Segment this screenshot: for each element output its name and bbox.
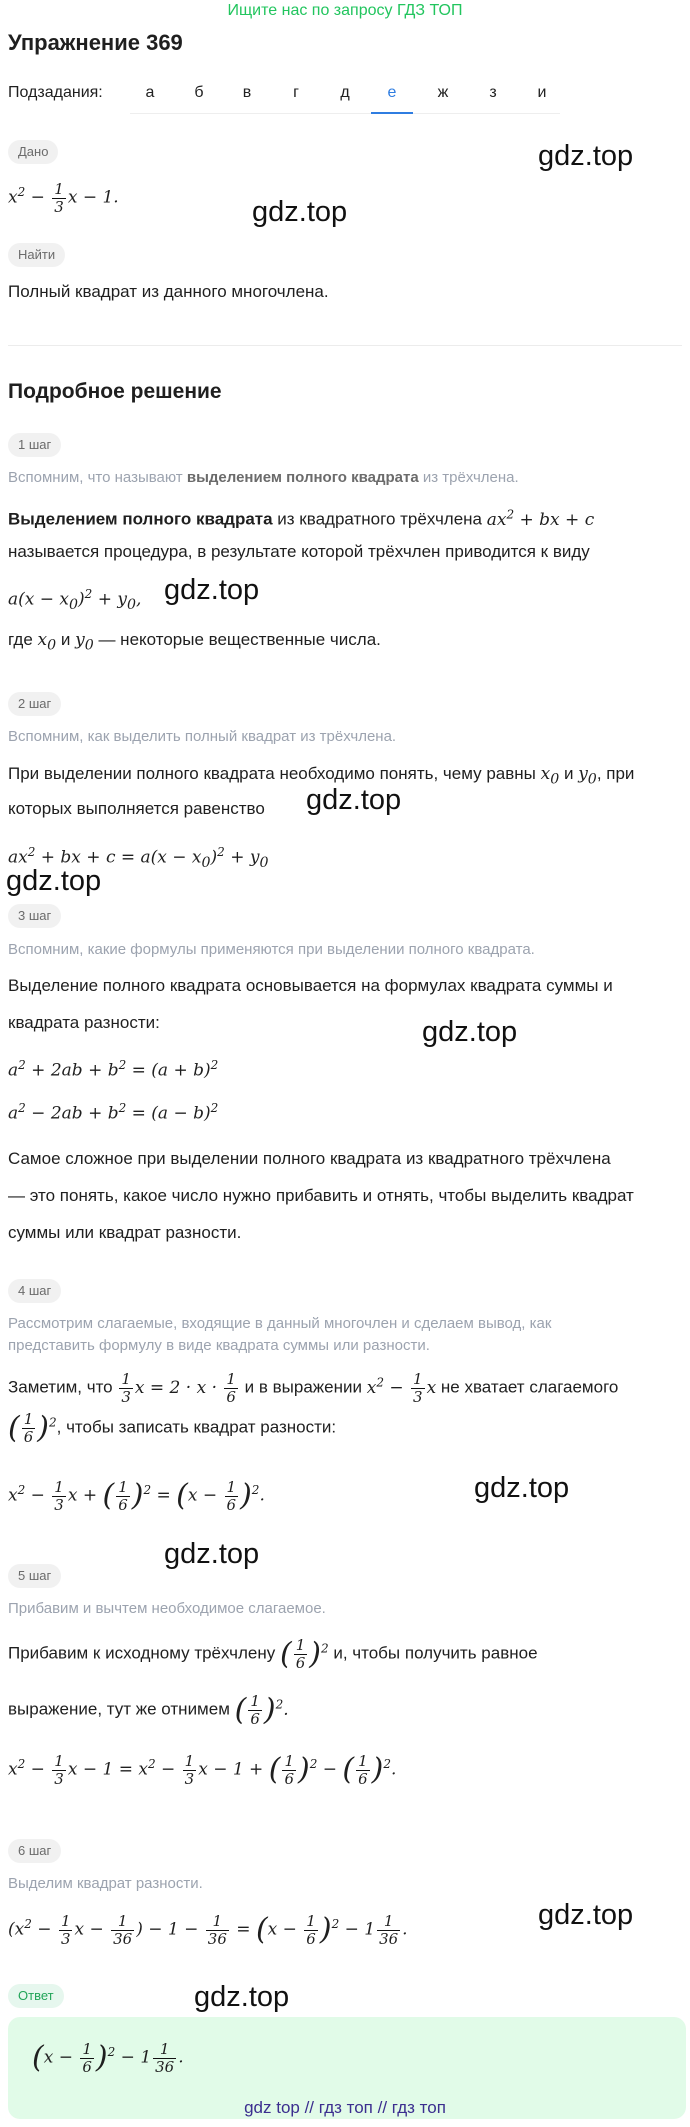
subtask-tab-g[interactable]: г	[293, 84, 299, 101]
given-chip: Дано	[8, 140, 58, 164]
step-5-hint: Прибавим и вычтем необходимое слагаемое.	[8, 1600, 326, 1617]
divider	[8, 345, 682, 346]
step-1-formula: $a(x - x_0)^2 + y_0$,	[8, 587, 142, 614]
step-4-text-2: ( $\frac{1}{6}$ )$^2$, чтобы записать квадрат разности:	[8, 1409, 337, 1446]
step-1-chip: 1 шаг	[8, 433, 61, 457]
step-3-text-1: Выделение полного квадрата основывается на формулах квадрата суммы и	[8, 976, 613, 995]
watermark: gdz.top	[306, 784, 402, 816]
subtask-tab-e[interactable]: е	[387, 84, 397, 101]
step-1-definition: Выделением полного квадрата из квадратного трёхчлена $ax^2$ + bx + c	[8, 507, 595, 530]
footer-links[interactable]: gdz top // гдз топ // гдз топ	[244, 2098, 446, 2117]
step-5-text-2: выражение, тут же отнимем ( $\frac{1}{6}$ )$^2$.	[8, 1691, 289, 1728]
step-3-text-3: Самое сложное при выделении полного квадрата из квадратного трёхчлена	[8, 1149, 611, 1168]
step-4-formula: $x^2$ − $\frac{1}{3}$ x + ( $\frac{1}{6}$ )$^2$ = (x − $\frac{1}{6}$ )$^2$.	[8, 1477, 265, 1514]
answer-formula: (x − $\frac{1}{6}$ )$^2$ − 1 $\frac{1}{36}$ .	[32, 2039, 184, 2076]
step-6-chip: 6 шаг	[8, 1839, 61, 1863]
subtask-tab-z[interactable]: з	[489, 84, 497, 101]
step-2-chip: 2 шаг	[8, 692, 61, 716]
subtask-tab-i[interactable]: и	[537, 84, 547, 101]
step-3-hint: Вспомним, какие формулы применяются при выделении полного квадрата.	[8, 941, 535, 958]
step-4-chip: 4 шаг	[8, 1279, 61, 1303]
subtask-tab-a[interactable]: а	[145, 84, 155, 101]
watermark: gdz.top	[422, 1016, 518, 1048]
watermark: gdz.top	[474, 1472, 570, 1504]
subtasks-divider	[130, 113, 560, 114]
subtasks-label: Подзадания:	[8, 84, 103, 101]
step-1-text: называется процедура, в результате которой трёхчлен приводится к виду	[8, 542, 590, 561]
watermark: gdz.top	[164, 574, 260, 606]
step-5-chip: 5 шаг	[8, 1564, 61, 1588]
step-4-text-1: Заметим, что $\frac{1}{3}$ x = 2 · x · $\frac{1}{6}$ и в выражении $x^2$ − $\frac{1}{3}$ x не хватает слагаемого	[8, 1369, 619, 1406]
step-2-text: При выделении полного квадрата необходимо понять, чему равны $x_0$ и $y_0$, при	[8, 764, 635, 788]
watermark: gdz.top	[164, 1538, 260, 1570]
step-2-hint: Вспомним, как выделить полный квадрат из трёхчлена.	[8, 728, 397, 745]
active-tab-indicator	[371, 112, 413, 114]
watermark: gdz.top	[538, 140, 634, 172]
find-chip: Найти	[8, 243, 65, 267]
step-1-hint: Вспомним, что называют выделением полного квадрата из трёхчлена.	[8, 469, 519, 486]
subtask-tab-v[interactable]: в	[242, 84, 252, 101]
subtask-tab-zh[interactable]: ж	[437, 84, 449, 101]
page-title: Упражнение 369	[8, 30, 183, 55]
watermark: gdz.top	[252, 196, 348, 228]
step-2-formula: $ax^2$ + bx + $c = a(x - x_0)^2 + y_0$	[8, 845, 269, 872]
step-6-hint: Выделим квадрат разности.	[8, 1875, 203, 1892]
step-5-formula: $x^2$ − $\frac{1}{3}$ $x - 1 = x^2$ − $\frac{1}{3}$ x − 1 + ( $\frac{1}{6}$ )$^2$ − ( $\frac{1}{6}$ )$^2$.	[8, 1751, 397, 1788]
step-1-note: где $x_0$ и $y_0$ — некоторые вещественные числа.	[8, 630, 381, 654]
step-3-text-5: суммы или квадрат разности.	[8, 1223, 242, 1242]
solution-heading: Подробное решение	[8, 380, 222, 403]
watermark: gdz.top	[6, 865, 102, 897]
step-5-text-1: Прибавим к исходному трёхчлену ( $\frac{1}{6}$ )$^2$ и, чтобы получить равное	[8, 1635, 538, 1672]
find-text: Полный квадрат из данного многочлена.	[8, 282, 329, 301]
step-3-chip: 3 шаг	[8, 904, 61, 928]
watermark: gdz.top	[538, 1899, 634, 1931]
step-2-text-2: которых выполняется равенство	[8, 799, 265, 818]
step-3-text-2: квадрата разности:	[8, 1013, 160, 1032]
step-3-text-4: — это понять, какое число нужно прибавить и отнять, чтобы выделить квадрат	[8, 1186, 634, 1205]
step-4-hint-2: представить формулу в виде квадрата суммы или разности.	[8, 1337, 430, 1354]
subtask-tab-d[interactable]: д	[340, 84, 350, 101]
watermark: gdz.top	[194, 1981, 290, 2013]
subtask-tab-b[interactable]: б	[194, 84, 204, 101]
answer-chip: Ответ	[8, 1984, 64, 2008]
top-banner[interactable]: Ищите нас по запросу ГДЗ ТОП	[227, 2, 463, 19]
step-3-formula-1: $a^2 + 2ab + b^2 = (a + b)^2$	[8, 1058, 219, 1081]
step-3-formula-2: $a^2 - 2ab + b^2 = (a - b)^2$	[8, 1101, 219, 1124]
step-4-hint-1: Рассмотрим слагаемые, входящие в данный многочлен и сделаем вывод, как	[8, 1315, 552, 1332]
step-6-formula: ($x^2$ − $\frac{1}{3}$ x − $\frac{1}{36}$ ) − 1 − $\frac{1}{36}$ = (x − $\frac{1}{6}$ )$^2$ − 1 $\frac{1}{36}$ .	[8, 1911, 408, 1948]
given-expression: $x^2$ − $\frac{1}{3}$ x − 1.	[8, 179, 119, 216]
